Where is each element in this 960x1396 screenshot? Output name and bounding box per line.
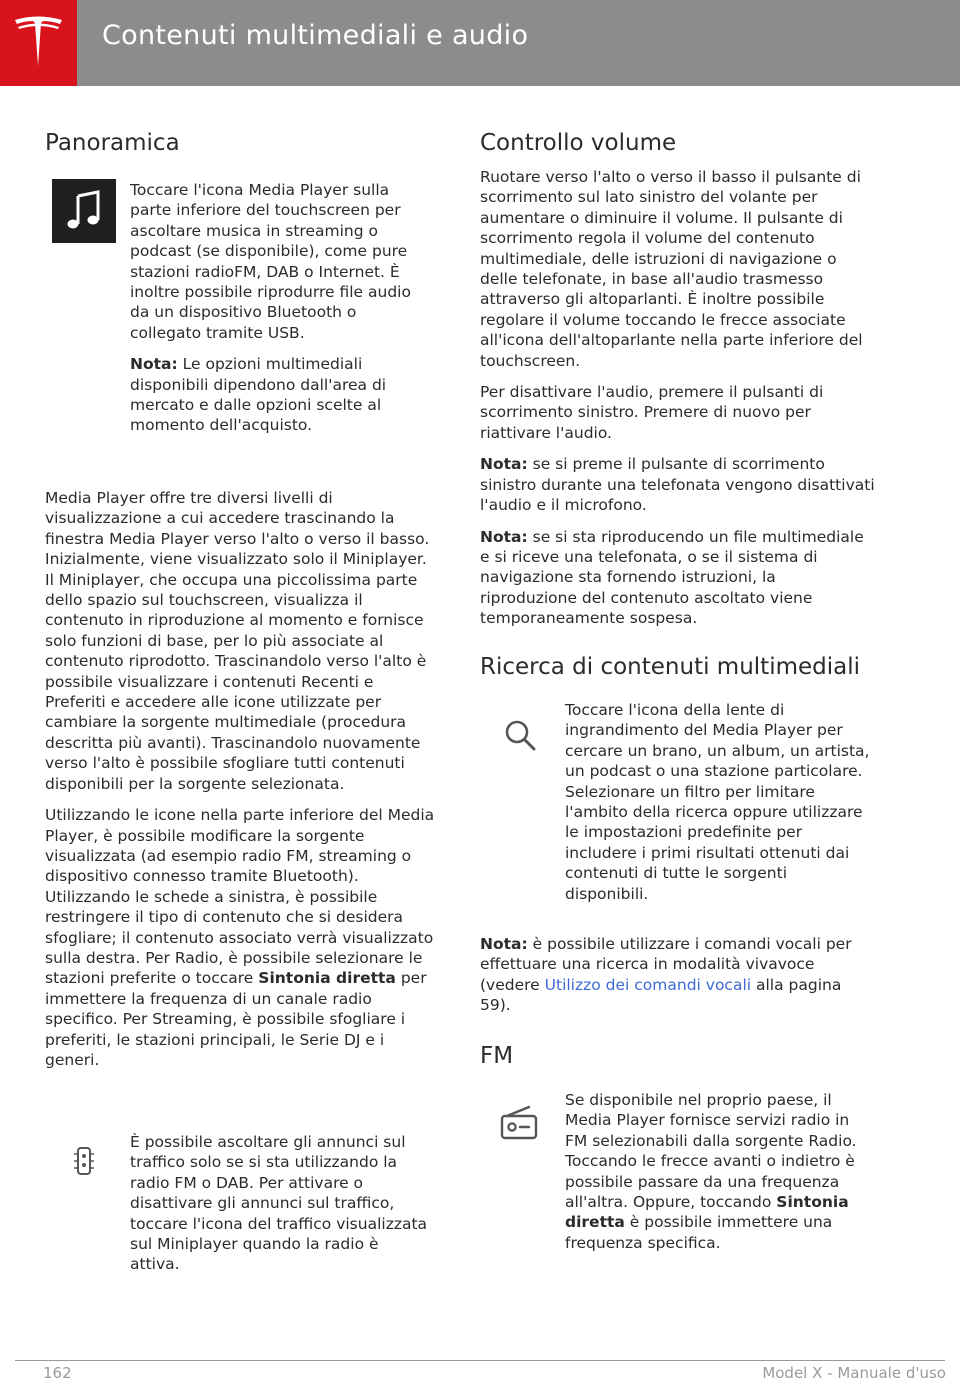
voice-commands-link[interactable]: Utilizzo dei comandi vocali xyxy=(544,975,752,994)
note-label: Nota: xyxy=(480,527,528,546)
paragraph-sources-b: per immettere la frequenza di un canale radio specifico. Per Streaming, è possibile sfogliare i preferiti, le stazioni principali, le Serie DJ e i generi. xyxy=(45,969,427,1069)
section-title-panoramica: Panoramica xyxy=(45,130,180,156)
note-mute xyxy=(480,454,875,515)
search-text: Toccare l'icona della lente di ingrandimento del Media Player per cercare un brano, un album, un artista, un podcast o una stazione particolare. Selezionare un filtro per limitare l'ambito della ricerca oppure utilizzare le impostazioni predefinite per includere i primi risultati ottenuti dai contenuti di tutte le sorgenti disponibili. xyxy=(565,701,870,903)
media-player-intro xyxy=(130,180,430,447)
note-voice-text xyxy=(480,934,875,1016)
page-header xyxy=(0,0,960,86)
fm-text-a: Se disponibile nel proprio paese, il Media Player fornisce servizi radio in FM selezionabili dalla sorgente Radio. Toccando le frecce avanti o indietro è possibile passare da una frequenza all'altra. Oppure, toccando xyxy=(565,1091,857,1212)
left-body xyxy=(45,488,435,1081)
section-title-search: Ricerca di contenuti multimediali xyxy=(480,654,861,680)
tesla-logo-icon xyxy=(12,14,65,72)
note-text: se si sta riproducendo un file multimediale e si riceve una telefonata, o se il sistema di navigazione sta fornendo istruzioni, la riproduzione del contenuto ascoltato viene temporaneamente sospesa. xyxy=(480,527,864,628)
note-call xyxy=(480,527,875,629)
paragraph-sources-a: Utilizzando le icone nella parte inferiore del Media Player, è possibile modificare la sorgente visualizzata (ad esempio radio FM, streaming o dispositivo connesso tramite Bluetooth). Utilizzando le schede a sinistra, è possibile restringere il tipo di contenuto che si desidera sfogliare; il contenuto associato verrà visualizzato sulla destra. Per Radio, è possibile selezionare le stazioni preferite o toccare xyxy=(45,806,435,988)
volume-paragraph-2: Per disattivare l'audio, premere il pulsanti di scorrimento sinistro. Premere di nuovo per riattivare l'audio. xyxy=(480,383,824,442)
tesla-logo xyxy=(0,0,77,86)
note-label: Nota: xyxy=(130,355,178,374)
note-label: Nota: xyxy=(480,455,528,474)
volume-paragraph-1: Ruotare verso l'alto o verso il basso il pulsante di scorrimento sul lato sinistro del volante per aumentare o diminuire il volume. Il pulsante di scorrimento regola il volume del contenuto multimediale, delle istruzioni di navigazione o delle telefonate, in base all'audio trasmesso attraverso gli altoparlanti. È inoltre possibile regolare il volume toccando le frecce associate all'icona dell'altoparlante nella parte inferiore del touchscreen. xyxy=(480,168,863,370)
paragraph-sources xyxy=(45,805,435,1070)
note-voice-b: alla pagina 59). xyxy=(480,975,842,1015)
paragraph-levels: Media Player offre tre diversi livelli di visualizzazione a cui accedere trascinando la finestra Media Player verso l'alto o verso il basso. Inizialmente, viene visualizzato solo il Miniplayer. Il Miniplayer, che occupa una piccolissima parte dello spazio sul touchscreen, visualizza il contenuto in riproduzione al momento e fornisce solo funzioni di base, per lo più associate al contenuto riprodotto. Trascinandolo verso l'alto è possibile visualizzare i contenuti Recenti e Preferiti e accedere alle icone utilizzate per cambiare la sorgente multimediale (procedura descritta più avanti). Trascinandolo nuovamente verso l'alto è possibile sfogliare tutti contenuti disponibili per la sorgente selezionata. xyxy=(45,489,430,793)
search-info xyxy=(565,700,870,915)
search-icon xyxy=(502,717,538,753)
note-voice-a: è possibile utilizzare i comandi vocali per effettuare una ricerca in modalità vivavoce (vedere xyxy=(480,935,852,994)
traffic-text: È possibile ascoltare gli annunci sul traffico solo se si sta utilizzando la radio FM o DAB. Per attivare o disattivare gli annunci sul traffico, toccare l'icona del traffico visualizzata sul Miniplayer quando la radio è attiva. xyxy=(130,1133,428,1274)
note-text: se si preme il pulsante di scorrimento sinistro durante una telefonata vengono disattivati l'audio e il microfono. xyxy=(480,455,875,515)
page-title: Contenuti multimediali e audio xyxy=(102,20,529,51)
note-label: Nota: xyxy=(480,935,528,953)
section-title-volume: Controllo volume xyxy=(480,130,677,156)
manual-title: Model X - Manuale d'uso xyxy=(762,1364,946,1382)
music-note-icon xyxy=(52,179,116,243)
volume-body xyxy=(480,167,875,640)
music-icon-tile xyxy=(52,179,116,243)
fm-text xyxy=(565,1090,870,1253)
fm-text-b: è possibile immettere una frequenza specifica. xyxy=(565,1213,833,1252)
traffic-icon xyxy=(70,1146,98,1176)
note-options xyxy=(130,354,430,436)
fm-info xyxy=(565,1090,870,1264)
note-voice xyxy=(480,934,875,1027)
traffic-info xyxy=(130,1132,430,1286)
section-title-fm: FM xyxy=(480,1043,514,1069)
page-number: 162 xyxy=(43,1364,72,1382)
radio-icon xyxy=(499,1102,539,1142)
note-text: Le opzioni multimediali disponibili dipendono dall'area di mercato e dalle opzioni scelte al momento dell'acquisto. xyxy=(130,355,387,435)
footer-divider xyxy=(15,1360,945,1361)
media-player-text: Toccare l'icona Media Player sulla parte inferiore del touchscreen per ascoltare musica in streaming o podcast (se disponibile), come pure stazioni radioFM, DAB o Internet. È inoltre possibile riprodurre file audio da un dispositivo Bluetooth o collegato tramite USB. xyxy=(130,181,411,342)
sintonia-diretta-label: Sintonia diretta xyxy=(565,1193,849,1232)
sintonia-diretta-label: Sintonia diretta xyxy=(258,969,396,988)
